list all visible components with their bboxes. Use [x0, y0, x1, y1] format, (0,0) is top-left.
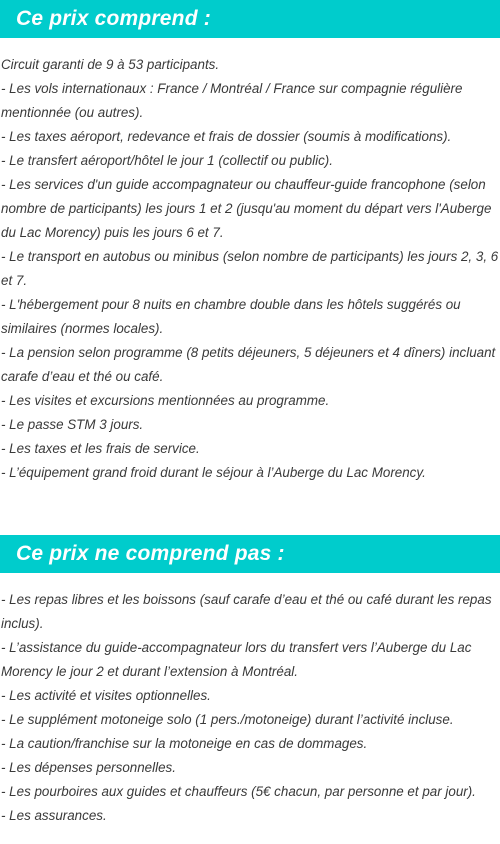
- excluded-item: - Les activité et visites optionnelles.: [1, 688, 211, 703]
- included-section-title: Ce prix comprend :: [16, 7, 211, 30]
- excluded-section-header: [0, 535, 500, 573]
- included-list: [1, 53, 499, 485]
- excluded-section-title: Ce prix ne comprend pas :: [16, 542, 285, 565]
- excluded-item: - L’assistance du guide-accompagnateur lors du transfert vers l’Auberge du Lac Morency le jour 2 et durant l’extension à Montréal.: [1, 640, 472, 679]
- excluded-item: - Les dépenses personnelles.: [1, 760, 176, 775]
- included-item: - La pension selon programme (8 petits déjeuners, 5 déjeuners et 4 dîners) incluant carafe d’eau et thé ou café.: [1, 345, 496, 384]
- included-item: - L’équipement grand froid durant le séjour à l’Auberge du Lac Morency.: [1, 465, 426, 480]
- excluded-item: - La caution/franchise sur la motoneige en cas de dommages.: [1, 736, 368, 751]
- included-item: - Les services d'un guide accompagnateur ou chauffeur-guide francophone (selon nombre de participants) les jours 1 et 2 (jusqu'au moment du départ vers l'Auberge du Lac Morency) puis les jours 6 et 7.: [1, 177, 492, 240]
- included-item: - Le transfert aéroport/hôtel le jour 1 (collectif ou public).: [1, 153, 333, 168]
- included-item: - Le transport en autobus ou minibus (selon nombre de participants) les jours 2, 3, 6 et 7.: [1, 249, 499, 288]
- excluded-item: - Le supplément motoneige solo (1 pers./motoneige) durant l’activité incluse.: [1, 712, 454, 727]
- excluded-item: - Les repas libres et les boissons (sauf carafe d’eau et thé ou café durant les repas inclus).: [1, 592, 492, 631]
- included-item: - Les taxes et les frais de service.: [1, 441, 200, 456]
- included-item: Circuit garanti de 9 à 53 participants.: [1, 57, 220, 72]
- included-item: - Les taxes aéroport, redevance et frais de dossier (soumis à modifications).: [1, 129, 452, 144]
- included-item: - L'hébergement pour 8 nuits en chambre double dans les hôtels suggérés ou similaires (normes locales).: [1, 297, 461, 336]
- excluded-list: [1, 588, 499, 828]
- included-section-header: [0, 0, 500, 38]
- excluded-item: - Les assurances.: [1, 808, 107, 823]
- included-item: - Les visites et excursions mentionnées au programme.: [1, 393, 330, 408]
- included-item: - Les vols internationaux : France / Montréal / France sur compagnie régulière mentionnée (ou autres).: [1, 81, 463, 120]
- excluded-item: - Les pourboires aux guides et chauffeurs (5€ chacun, par personne et par jour).: [1, 784, 476, 799]
- included-item: - Le passe STM 3 jours.: [1, 417, 144, 432]
